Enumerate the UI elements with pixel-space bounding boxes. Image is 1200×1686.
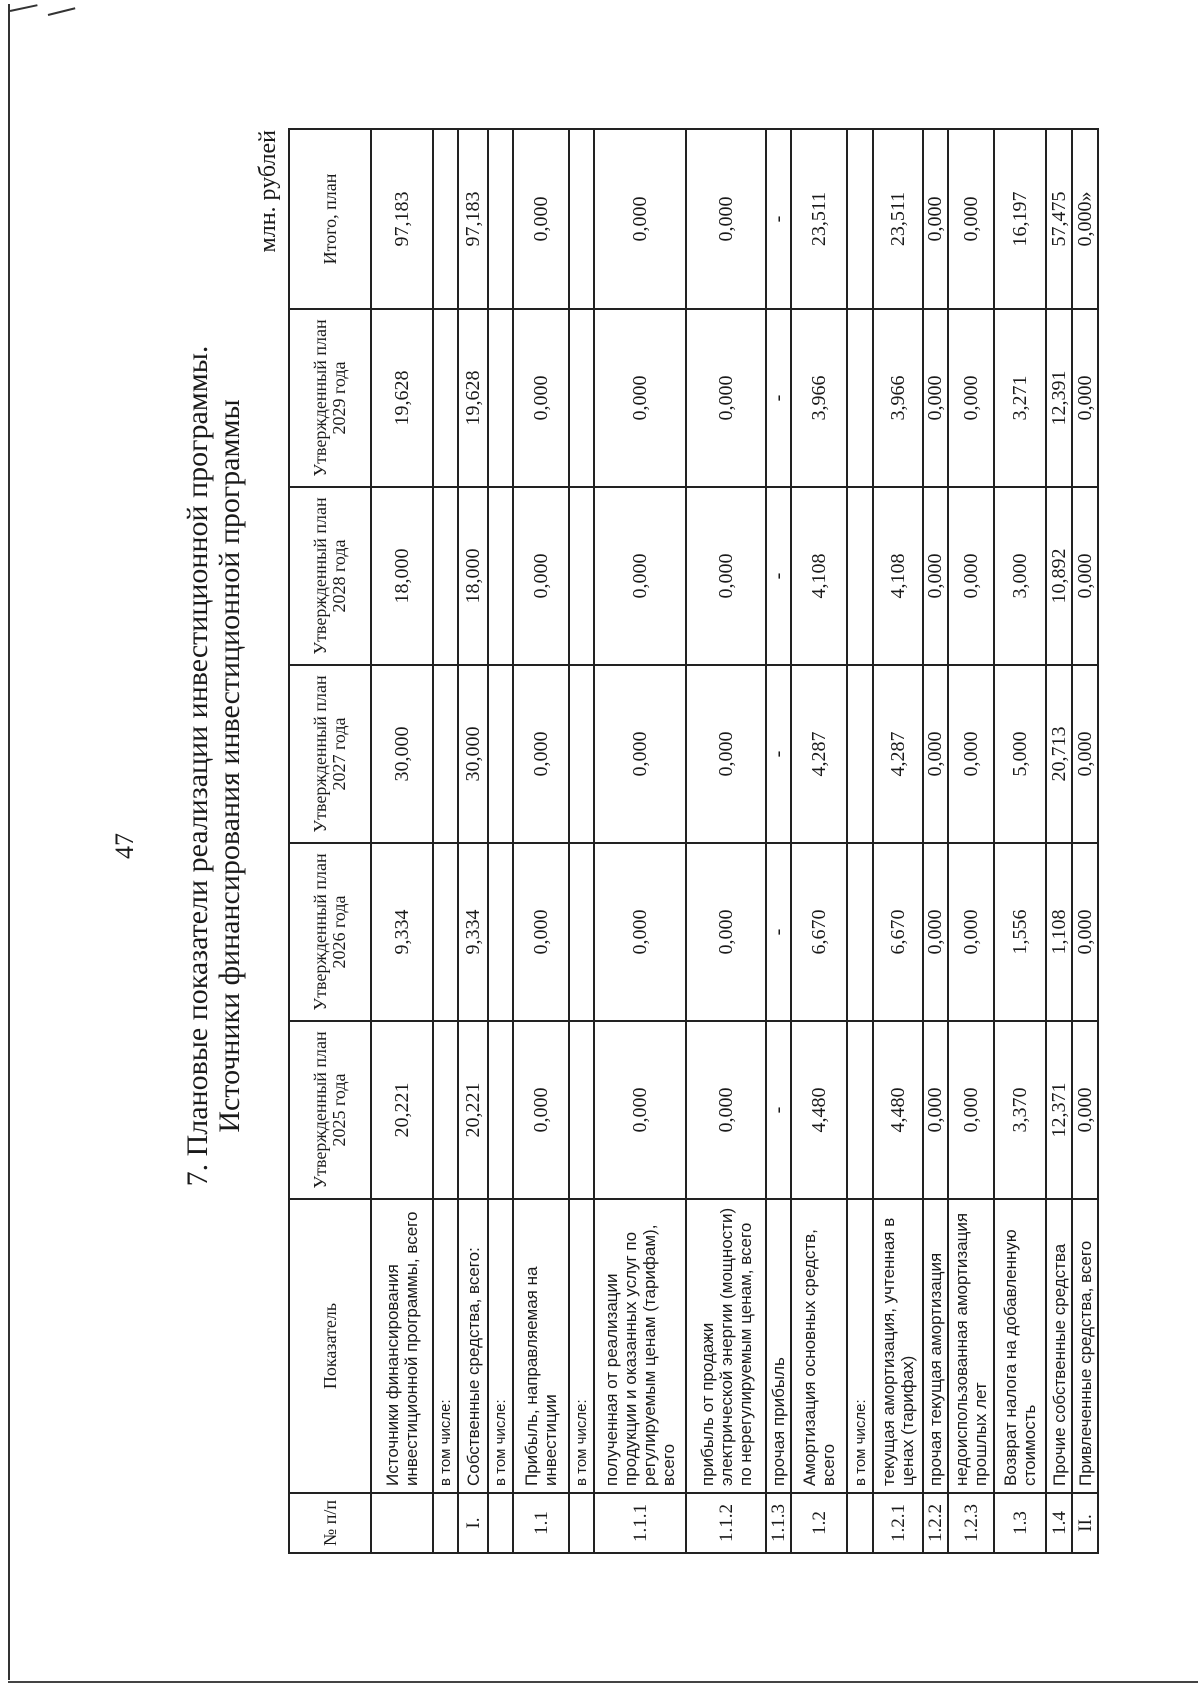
- value-cell: 6,670: [791, 843, 847, 1021]
- value-cell: 19,628: [458, 309, 488, 487]
- row-number: 1.2: [791, 1493, 847, 1553]
- value-cell: [433, 843, 458, 1021]
- value-cell: 0,000: [923, 665, 948, 843]
- value-cell: 9,334: [371, 843, 433, 1021]
- value-cell: 4,480: [791, 1021, 847, 1199]
- value-cell: 0,000: [513, 309, 569, 487]
- row-label: в том числе:: [488, 1199, 513, 1493]
- value-cell: [569, 487, 594, 665]
- row-label: Прочие собственные средства: [1046, 1199, 1072, 1493]
- table-row: [513, 129, 569, 1553]
- value-cell: -: [766, 665, 791, 843]
- value-cell: 4,480: [873, 1021, 923, 1199]
- page-title: 7. Плановые показатели реализации инвестиционной программы.: [181, 345, 214, 1187]
- table-row: [371, 129, 433, 1553]
- table-row: [1046, 129, 1072, 1553]
- row-label: Собственные средства, всего:: [458, 1199, 488, 1493]
- value-cell: [488, 843, 513, 1021]
- value-cell: -: [766, 843, 791, 1021]
- row-label: в том числе:: [433, 1199, 458, 1493]
- row-label: прибыль от продажи электрической энергии (мощности) по нерегулируемым ценам, всего: [686, 1199, 766, 1493]
- table-row: [1072, 129, 1098, 1553]
- value-cell: 0,000: [923, 487, 948, 665]
- row-label: в том числе:: [847, 1199, 873, 1493]
- value-cell: 0,000: [513, 487, 569, 665]
- table-row: [873, 129, 923, 1553]
- value-cell: [569, 309, 594, 487]
- value-cell: 16,197: [994, 129, 1046, 309]
- value-cell: 0,000: [948, 129, 994, 309]
- table-row: [569, 129, 594, 1553]
- value-cell: 4,287: [791, 665, 847, 843]
- value-cell: [847, 487, 873, 665]
- value-cell: 3,271: [994, 309, 1046, 487]
- value-cell: 0,000: [923, 309, 948, 487]
- row-number: II.: [1072, 1493, 1098, 1553]
- value-cell: 0,000: [594, 129, 686, 309]
- value-cell: 0,000: [686, 487, 766, 665]
- table-row: [488, 129, 513, 1553]
- value-cell: [433, 1021, 458, 1199]
- row-number: [371, 1493, 433, 1553]
- value-cell: [433, 309, 458, 487]
- table-row: [458, 129, 488, 1553]
- value-cell: 0,000: [923, 843, 948, 1021]
- value-cell: 0,000: [686, 309, 766, 487]
- value-cell: -: [766, 1021, 791, 1199]
- row-number: [488, 1493, 513, 1553]
- row-label: прочая прибыль: [766, 1199, 791, 1493]
- value-cell: [569, 843, 594, 1021]
- value-cell: 6,670: [873, 843, 923, 1021]
- value-cell: [488, 129, 513, 309]
- value-cell: [847, 309, 873, 487]
- value-cell: 9,334: [458, 843, 488, 1021]
- value-cell: [847, 665, 873, 843]
- value-cell: 0,000: [686, 129, 766, 309]
- value-cell: 0,000»: [1072, 129, 1098, 309]
- value-cell: 0,000: [513, 1021, 569, 1199]
- value-cell: 12,391: [1046, 309, 1072, 487]
- row-number: 1.1.1: [594, 1493, 686, 1553]
- row-number: 1.2.2: [923, 1493, 948, 1553]
- value-cell: 0,000: [923, 129, 948, 309]
- value-cell: 23,511: [791, 129, 847, 309]
- table-row: [433, 129, 458, 1553]
- value-cell: 0,000: [686, 665, 766, 843]
- value-cell: 0,000: [948, 843, 994, 1021]
- value-cell: 20,713: [1046, 665, 1072, 843]
- value-cell: [488, 309, 513, 487]
- column-header: Показатель: [289, 1199, 371, 1493]
- table-row: [594, 129, 686, 1553]
- column-header: Утвержденный план 2028 года: [289, 487, 371, 665]
- value-cell: 23,511: [873, 129, 923, 309]
- column-header: Утвержденный план 2026 года: [289, 843, 371, 1021]
- value-cell: 10,892: [1046, 487, 1072, 665]
- row-label: Амортизация основных средств, всего: [791, 1199, 847, 1493]
- row-number: 1.3: [994, 1493, 1046, 1553]
- value-cell: 0,000: [948, 1021, 994, 1199]
- value-cell: 0,000: [513, 843, 569, 1021]
- value-cell: [488, 1021, 513, 1199]
- value-cell: 4,108: [873, 487, 923, 665]
- value-cell: 0,000: [594, 309, 686, 487]
- value-cell: 30,000: [371, 665, 433, 843]
- row-label: недоиспользованная амортизация прошлых лет: [948, 1199, 994, 1493]
- value-cell: 0,000: [923, 1021, 948, 1199]
- value-cell: 3,966: [873, 309, 923, 487]
- row-number: 1.2.3: [948, 1493, 994, 1553]
- value-cell: [488, 487, 513, 665]
- row-number: [433, 1493, 458, 1553]
- value-cell: 20,221: [458, 1021, 488, 1199]
- value-cell: [488, 665, 513, 843]
- value-cell: 0,000: [1072, 665, 1098, 843]
- units-label: млн. рублей: [255, 130, 281, 253]
- row-number: 1.2.1: [873, 1493, 923, 1553]
- value-cell: 0,000: [594, 665, 686, 843]
- value-cell: 1,108: [1046, 843, 1072, 1021]
- value-cell: 12,371: [1046, 1021, 1072, 1199]
- value-cell: -: [766, 129, 791, 309]
- value-cell: 97,183: [371, 129, 433, 309]
- table-row: [923, 129, 948, 1553]
- row-number: 1.1.3: [766, 1493, 791, 1553]
- row-label: Прибыль, направляемая на инвестиции: [513, 1199, 569, 1493]
- value-cell: [433, 487, 458, 665]
- value-cell: 0,000: [1072, 843, 1098, 1021]
- value-cell: [847, 1021, 873, 1199]
- value-cell: 19,628: [371, 309, 433, 487]
- column-header: Итого, план: [289, 129, 371, 309]
- row-number: 1.1: [513, 1493, 569, 1553]
- row-label: Источники финансирования инвестиционной программы, всего: [371, 1199, 433, 1493]
- table-header-row: [289, 129, 371, 1553]
- column-header: Утвержденный план 2025 года: [289, 1021, 371, 1199]
- table-row: [847, 129, 873, 1553]
- row-label: Возврат налога на добавленную стоимость: [994, 1199, 1046, 1493]
- value-cell: 97,183: [458, 129, 488, 309]
- value-cell: 0,000: [513, 665, 569, 843]
- value-cell: [569, 129, 594, 309]
- value-cell: 3,966: [791, 309, 847, 487]
- table-row: [994, 129, 1046, 1553]
- value-cell: 30,000: [458, 665, 488, 843]
- value-cell: 4,108: [791, 487, 847, 665]
- value-cell: 0,000: [686, 1021, 766, 1199]
- value-cell: [847, 843, 873, 1021]
- row-number: I.: [458, 1493, 488, 1553]
- value-cell: 1,556: [994, 843, 1046, 1021]
- value-cell: 0,000: [686, 843, 766, 1021]
- value-cell: [433, 129, 458, 309]
- row-number: 1.1.2: [686, 1493, 766, 1553]
- value-cell: [569, 665, 594, 843]
- value-cell: 0,000: [1072, 309, 1098, 487]
- value-cell: 3,370: [994, 1021, 1046, 1199]
- column-header: № п/п: [289, 1493, 371, 1553]
- value-cell: 18,000: [371, 487, 433, 665]
- financing-table: [288, 128, 1099, 1554]
- column-header: Утвержденный план 2029 года: [289, 309, 371, 487]
- page-subtitle: Источники финансирования инвестиционной программы: [213, 399, 246, 1133]
- value-cell: 0,000: [1072, 487, 1098, 665]
- row-number: [847, 1493, 873, 1553]
- column-header: Утвержденный план 2027 года: [289, 665, 371, 843]
- value-cell: [433, 665, 458, 843]
- value-cell: 5,000: [994, 665, 1046, 843]
- row-label: текущая амортизация, учтенная в ценах (тарифах): [873, 1199, 923, 1493]
- value-cell: [569, 1021, 594, 1199]
- row-number: 1.4: [1046, 1493, 1072, 1553]
- page-number: 47: [110, 833, 139, 859]
- row-label: прочая текущая амортизация: [923, 1199, 948, 1493]
- value-cell: -: [766, 487, 791, 665]
- value-cell: 0,000: [1072, 1021, 1098, 1199]
- table-row: [766, 129, 791, 1553]
- table-row: [686, 129, 766, 1553]
- value-cell: 18,000: [458, 487, 488, 665]
- value-cell: 0,000: [594, 487, 686, 665]
- row-number: [569, 1493, 594, 1553]
- row-label: полученная от реализации продукции и оказанных услуг по регулируемым ценам (тарифам), всего: [594, 1199, 686, 1493]
- value-cell: [847, 129, 873, 309]
- value-cell: 0,000: [594, 1021, 686, 1199]
- value-cell: 0,000: [948, 309, 994, 487]
- table-row: [791, 129, 847, 1553]
- value-cell: -: [766, 309, 791, 487]
- row-label: Привлеченные средства, всего: [1072, 1199, 1098, 1493]
- table-row: [948, 129, 994, 1553]
- value-cell: 20,221: [371, 1021, 433, 1199]
- value-cell: 0,000: [594, 843, 686, 1021]
- value-cell: 3,000: [994, 487, 1046, 665]
- value-cell: 0,000: [948, 665, 994, 843]
- value-cell: 4,287: [873, 665, 923, 843]
- row-label: в том числе:: [569, 1199, 594, 1493]
- value-cell: 57,475: [1046, 129, 1072, 309]
- value-cell: 0,000: [948, 487, 994, 665]
- value-cell: 0,000: [513, 129, 569, 309]
